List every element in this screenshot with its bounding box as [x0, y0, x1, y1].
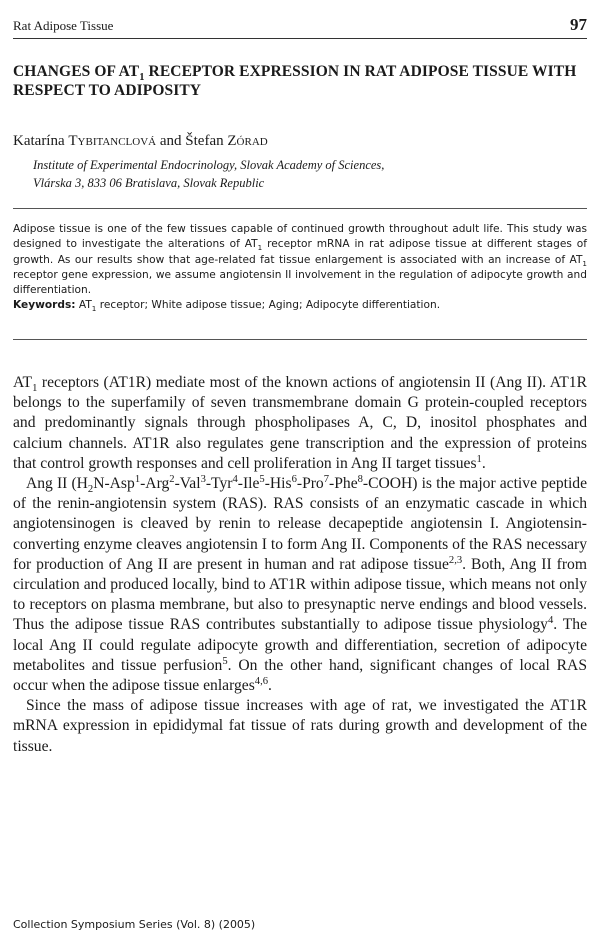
footer-series: Collection Symposium Series (Vol. 8) (2005)	[13, 918, 256, 931]
body-text	[13, 373, 587, 757]
citation: 5	[222, 655, 228, 667]
citation: 4	[547, 615, 554, 627]
abstract-box	[13, 208, 587, 340]
citation: 4,6	[254, 675, 269, 687]
citation: 1	[476, 453, 482, 465]
author-surname: Zórad	[227, 133, 268, 149]
page-number: 97	[570, 15, 587, 34]
author-list: Katarína Tybitanclová and Štefan Zórad	[13, 133, 268, 149]
running-head	[13, 16, 587, 39]
citation: 2,3	[448, 554, 463, 566]
paragraph: $AT_1$ receptors (AT1R) mediate most of the known actions of angiotensin II (Ang II). AT1R belongs to the superfamily of seven transmembrane domain G protein-coupled receptors and predominantly signals through phospholipases A, C, D, inositol phosphates and calcium channels. AT1R also regulates gene transcription and the expression of proteins that control growth responses and cell proliferation in Ang II target tissues$^1$.	[13, 374, 587, 472]
abstract-text: Adipose tissue is one of the few tissues capable of continued growth throughout adult life. This study was designed to investigate the alterations of $AT_1$ receptor mRNA in rat adipose tissue at different stages of growth. As our results show that age-related fat tissue enlargement is associated with an increase of $AT_1$ receptor gene expression, we assume angiotensin II involvement in the regulation of adipocyte growth and differentiation. Keywords: $AT_1$ receptor; White adipose tissue; Aging; Adipocyte differentiation.	[13, 223, 587, 314]
paragraph: Ang II $(H_2N-Asp^1-Arg^2-Val^3-Tyr^4-Ile^5-His^6-Pro^7-Phe^8-COOH)$ is the major active peptide of the renin-angiotensin system (RAS). RAS consists of an enzymatic cascade in which angiotensinogen is cleaved by renin to release decapeptide angiotensin I. Angiotensin-converting enzyme cleaves angiotensin I to form Ang II. Components of the RAS necessary for production of Ang II are present in human and rat adipose tissue$^{2,3}$. Both, Ang II from circulation and produced locally, bind to AT1R within adipose tissue, which means not only to receptors on plasma membrane, but also to presynaptic nerve endings and blood vessels. Thus the adipose tissue RAS contributes substantially to adipose tissue physiology$^4$. The local Ang II could regulate adipocyte growth and differentiation, secretion of adipocyte metabolites and tissue perfusion$^5$. On the other hand, significant changes of local RAS occur when the adipose tissue enlarges$^{4,6}$.	[13, 473, 587, 695]
paragraph: Since the mass of adipose tissue increases with age of rat, we investigated the AT1R mRNA expression in epididymal fat tissue of rats during growth and development of the tissue.	[13, 697, 587, 755]
running-title: Rat Adipose Tissue	[13, 18, 114, 33]
affiliation: Institute of Experimental Endocrinology, Slovak Academy of Sciences, Vlárska 3, 833 06 Bratislava, Slovak Republic	[33, 158, 385, 190]
author-surname: Tybitanclová	[68, 133, 157, 149]
keywords: AT	[75, 299, 92, 312]
article-title: CHANGES OF $AT_1$ RECEPTOR EXPRESSION IN RAT ADIPOSE TISSUE WITH RESPECT TO ADIPOSITY	[13, 63, 577, 99]
keywords-label: Keywords:	[13, 299, 76, 312]
